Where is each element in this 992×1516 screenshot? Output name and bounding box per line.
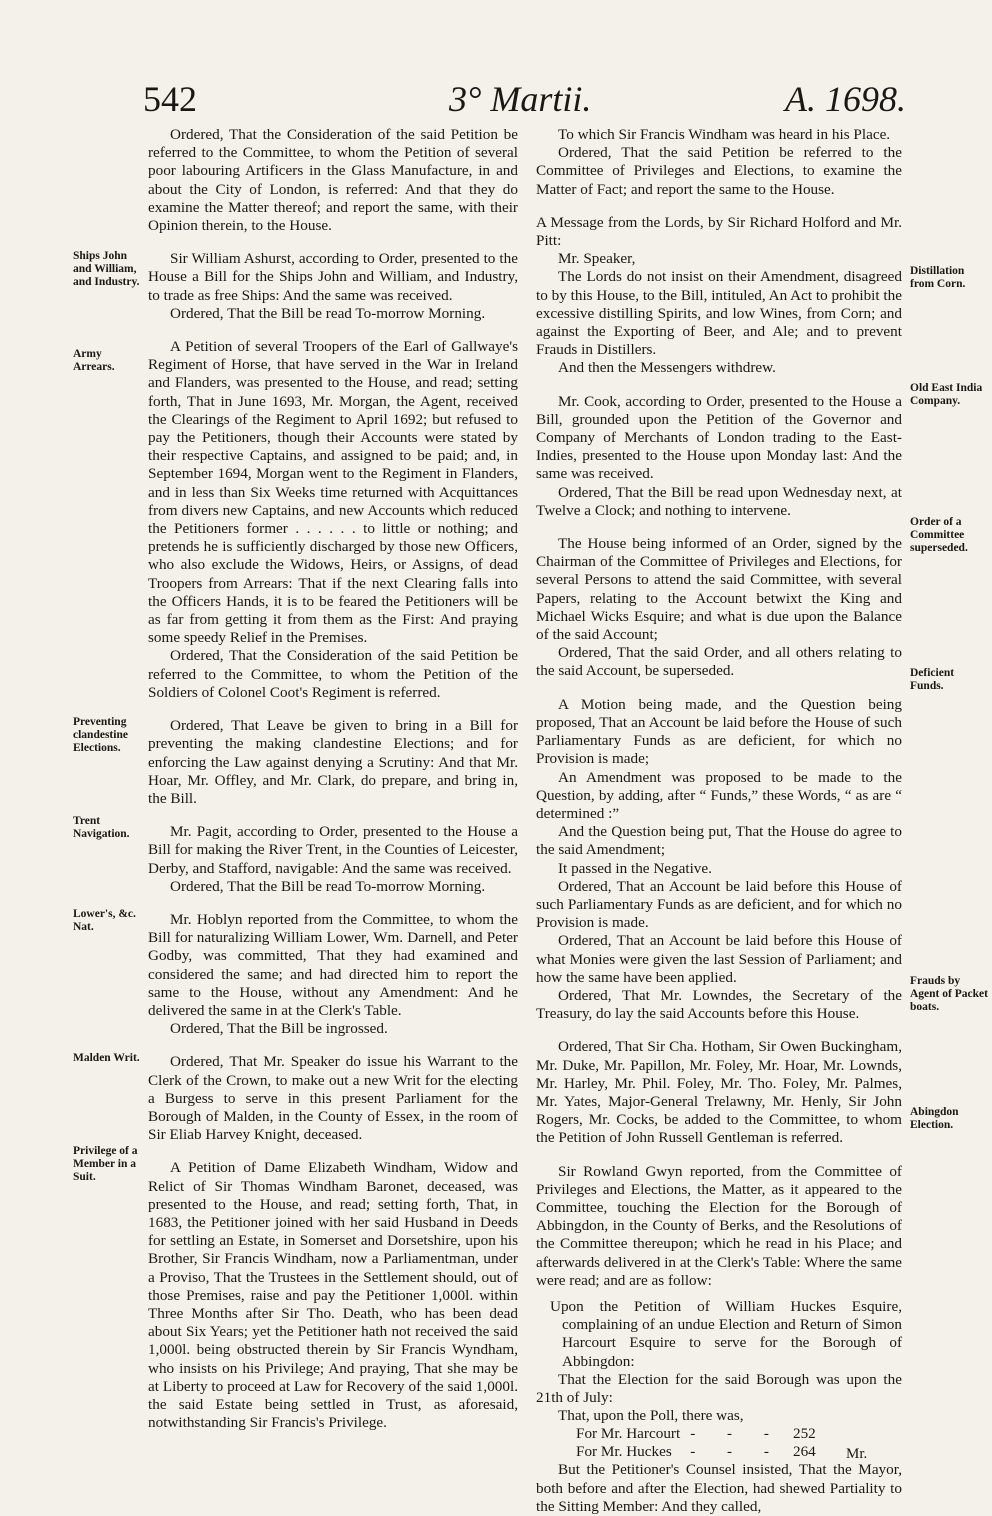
margin-note-distillation: Distillation from Corn. <box>910 265 966 290</box>
table-row <box>576 1425 826 1443</box>
paragraph: To which Sir Francis Windham was heard in his Place. <box>558 126 891 143</box>
catchword: Mr. <box>846 1446 868 1462</box>
paragraph: A Motion being made, and the Question being proposed, That an Account be laid before the House of such Parliamentary Funds as are deficient, for which no Provision is made; <box>536 695 902 768</box>
paragraph: Ordered, That an Account be laid before this House of what Monies were given the last Session of Parliament; and how the same have been applied. <box>536 932 902 986</box>
paragraph: Ordered, That the Bill be read upon Wednesday next, at Twelve a Clock; and nothing to intervene. <box>536 483 902 519</box>
margin-note-trent: Trent Navigation. <box>73 815 130 840</box>
paragraph: A Message from the Lords, by Sir Richard Holford and Mr. Pitt: <box>536 213 902 250</box>
poll-name: For Mr. Harcourt <box>576 1425 681 1443</box>
poll-name: For Mr. Huckes <box>576 1443 672 1461</box>
left-column <box>148 126 518 1432</box>
paragraph: That the Election for the said Borough was upon the 21th of July: <box>536 1370 902 1406</box>
paragraph: Ordered, That the Consideration of the said Petition be referred to the Committee, to whom the Petition of the Soldiers of Colonel Coot's Regiment is referred. <box>148 647 518 701</box>
page-year: A. 1698. <box>785 79 906 119</box>
paragraph: Ordered, That the said Petition be referred to the Committee of Privileges and Elections, to examine the Matter of Fact; and report the same to the House. <box>536 144 902 198</box>
paragraph: Ordered, That the said Order, and all others relating to the said Account, be superseded. <box>536 644 902 680</box>
report-list <box>536 1298 902 1371</box>
paragraph: The House being informed of an Order, signed by the Chairman of the Committee of Privileges and Elections, for several Persons to attend the said Committee, with several Papers, relating to the Account betwixt the King and Michael Wicks Esquire; and what is due upon the Balance of the said Account; <box>536 535 902 644</box>
paragraph: Sir William Ashurst, according to Order, presented to the House a Bill for the Ships John and William, and Industry, to trade as free Ships: And the same was received. <box>148 250 518 304</box>
margin-note-army: Army Arrears. <box>73 348 115 373</box>
margin-note-ships: Ships John and William, and Industry. <box>73 250 140 288</box>
paragraph: Ordered, That Mr. Speaker do issue his Warrant to the Clerk of the Crown, to make out a new Writ for the electing a Burgess to serve in this present Parliament for the Borough of Malden, in the County of Essex, in the room of Sir Eliab Harvey Knight, deceased. <box>148 1053 518 1144</box>
margin-note-preventing: Preventing clandestine Elections. <box>73 716 128 754</box>
paragraph: Upon the Petition of William Huckes Esquire, complaining of an undue Election and Return of Simon Harcourt Esquire to serve for the Borough of Abbingdon: <box>550 1297 902 1370</box>
paragraph: And the Question being put, That the House do agree to the said Amendment; <box>536 823 902 859</box>
page-date: 3° Martii. <box>449 79 592 119</box>
margin-note-frauds: Frauds by Agent of Packet boats. <box>910 975 988 1013</box>
poll-votes: 252 <box>792 1425 816 1443</box>
table-row <box>576 1443 826 1461</box>
paragraph: Mr. Cook, according to Order, presented to the House a Bill, grounded upon the Petition of the Governor and Company of Merchants of London trading to the East-Indies, presented to the House upon Monday last: And the same was received. <box>536 392 902 483</box>
poll-votes: 264 <box>792 1443 816 1461</box>
poll-dashes: - - - <box>690 1443 783 1461</box>
paragraph: Ordered, That the Bill be ingrossed. <box>170 1020 388 1038</box>
paragraph: The Lords do not insist on their Amendment, disagreed to by this House, to the Bill, intituled, An Act to prohibit the excessive distilling Spirits, and low Wines, from Corn; and against the Exporting of Beer, and Ale; and to prevent Frauds in Distillers. <box>536 268 902 359</box>
paragraph: Ordered, That the Consideration of the said Petition be referred to the Committee, to whom the Petition of several poor labouring Artificers in the Glass Manufacture, in and about the City of London, is referred: And that they do examine the Matter thereof; and report the same, with their Opinion therein, to the House. <box>148 126 518 235</box>
paragraph: It passed in the Negative. <box>558 859 712 877</box>
paragraph: Sir Rowland Gwyn reported, from the Committee of Privileges and Elections, the Matter, as it appeared to the Committee, touching the Election for the Borough of Abbingdon, in the County of Berks, and the Resolutions of the Committee thereupon; which he read in his Place; and afterwards delivered in at the Clerk's Table: Where the same were read; and are as follow: <box>536 1162 902 1289</box>
margin-note-oldeast: Old East India Company. <box>910 382 983 407</box>
page-header <box>0 78 992 122</box>
paragraph: Ordered, That Leave be given to bring in a Bill for preventing the making clandestine Elections; and for enforcing the Law against denying a Scrutiny: And that Mr. Hoar, Mr. Offley, and Mr. Clark, do prepare, and bring in, the Bill. <box>148 717 518 807</box>
poll-table <box>576 1425 826 1461</box>
paragraph: But the Petitioner's Counsel insisted, That the Mayor, both before and after the Election, had shewed Partiality to the Sitting Member: And they called, <box>536 1461 902 1515</box>
right-column <box>536 126 902 1516</box>
paragraph: Ordered, That an Account be laid before this House of such Parliamentary Funds as are deficient, and for which no Provision is made. <box>536 877 902 932</box>
margin-note-lowers: Lower's, &c. Nat. <box>73 908 136 933</box>
margin-note-malden: Malden Writ. <box>73 1052 140 1064</box>
paragraph: Ordered, That Sir Cha. Hotham, Sir Owen Buckingham, Mr. Duke, Mr. Papillon, Mr. Foley, Mr. Hoar, Mr. Lownds, Mr. Harley, Mr. Phil. Foley, Mr. Tho. Foley, Mr. Palmes, Mr. Yates, Major-General Trelawny, Mr. Henly, Sir John Rogers, Mr. Cocks, be added to the Committee, to whom the Petition of John Russell Gentleman is referred. <box>536 1038 902 1147</box>
paragraph: A Petition of Dame Elizabeth Windham, Widow and Relict of Sir Thomas Windham Baronet, deceased, was presented to the House, and read; setting forth, That, in 1683, the Petitioner joined with her said Husband in Deeds for settling an Estate, in Somerset and Dorsetshire, upon his Brother, Sir Francis Windham, now a Parliamentman, under a Proviso, That the Trustees in the Settlement should, out of those Premises, raise and pay the Petitioner 1,000l. within Three Months after Sir Tho. Death, who has been dead about Six Years; yet the Petitioner hath not received the said 1,000l. being obstructed therein by Sir Francis Wyndham, who insists on his Privilege; And praying, That she may be at Liberty to proceed at Law for Recovery of the said 1,000l. the said Estate being settled in Trust, as aforesaid, notwithstanding Sir Francis's Privilege. <box>148 1159 518 1432</box>
paragraph: Ordered, That the Bill be read To-morrow Morning. <box>170 304 486 322</box>
paragraph: Mr. Hoblyn reported from the Committee, to whom the Bill for naturalizing William Lower, Wm. Darnell, and Peter Godby, was committed, That they had examined and considered the same; and had directed him to report the same to the House, without any Amendment: And he delivered the same in at the Clerk's Table. <box>148 910 518 1019</box>
paragraph: Mr. Speaker, <box>558 250 636 268</box>
paragraph: Mr. Pagit, according to Order, presented to the House a Bill for making the River Trent, in the Counties of Leicester, Derby, and Stafford, navigable: And the same was received. <box>148 823 518 877</box>
paragraph: That, upon the Poll, there was, <box>558 1407 744 1425</box>
margin-note-privilege: Privilege of a Member in a Suit. <box>73 1145 138 1183</box>
poll-dashes: - - - <box>690 1425 783 1443</box>
paragraph: A Petition of several Troopers of the Earl of Gallwaye's Regiment of Horse, that have served in the War in Ireland and Flanders, was presented to the House, and read; setting forth, That in June 1693, Mr. Morgan, the Agent, received the Clearings of the Regiment to April 1692; but refused to pay the Petitioners, though their Accounts were stated by their respective Captains, and assigned to be paid; and, in September 1694, Morgan went to the Regiment in Flanders, and in less than Six Weeks time returned with Acquittances from divers new Captains, and new Accounts which reduced the Petitioners former . . . . . . to little or nothing; and pretends he is sufficiently discharged by those new Officers, who also exclude the Widows, Heirs, or Assigns, of dead Troopers from Arrears: That if the next Clearing falls into the Officers Hands, it is to be feared the Petitioners will be as far from getting it from them as the First: And praying some speedy Relief in the Premises. <box>148 338 518 647</box>
page-number: 542 <box>143 79 197 119</box>
paragraph: Ordered, That Mr. Lowndes, the Secretary of the Treasury, do lay the said Accounts before this House. <box>536 986 902 1023</box>
margin-note-order: Order of a Committee superseded. <box>910 516 968 554</box>
paragraph: An Amendment was proposed to be made to the Question, by adding, after “ Funds,” these Words, “ as are “ determined :” <box>536 768 902 822</box>
margin-note-deficient: Deficient Funds. <box>910 667 955 692</box>
margin-note-abingdon: Abingdon Election. <box>910 1106 959 1131</box>
paragraph: And then the Messengers withdrew. <box>558 359 776 377</box>
paragraph: Ordered, That the Bill be read To-morrow Morning. <box>170 877 486 895</box>
